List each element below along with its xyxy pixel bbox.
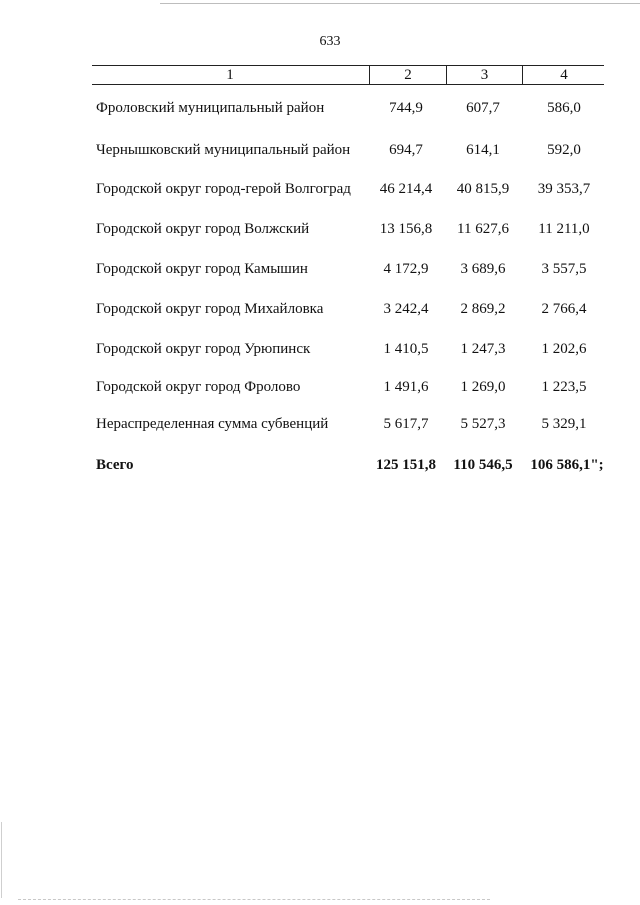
table-row <box>0 339 640 359</box>
column-header-1: 1 <box>226 67 234 83</box>
row-value-col3: 5 527,3 <box>460 416 506 432</box>
row-value-col4: 586,0 <box>547 100 581 116</box>
row-value-col3: 3 689,6 <box>460 261 506 277</box>
row-name: Городской округ город Камышин <box>96 261 308 277</box>
row-value-col4: 3 557,5 <box>541 261 587 277</box>
row-name: Городской округ город Фролово <box>96 379 301 395</box>
row-value-col3: 11 627,6 <box>457 221 509 237</box>
row-value-col2: 1 410,5 <box>383 341 429 357</box>
row-value-col4: 1 202,6 <box>541 341 587 357</box>
row-name: Городской округ город Урюпинск <box>96 341 311 357</box>
page-number: 633 <box>319 34 341 49</box>
row-value-col3: 40 815,9 <box>456 181 510 197</box>
table-row <box>0 259 640 279</box>
table-row <box>0 377 640 397</box>
column-header-2: 2 <box>369 66 446 84</box>
row-value-col2: 694,7 <box>389 142 423 158</box>
table-row <box>0 179 640 199</box>
row-value-col2: 5 617,7 <box>383 416 429 432</box>
row-value-col2: 13 156,8 <box>379 221 433 237</box>
row-name: Городской округ город Волжский <box>96 221 310 237</box>
row-name: Нераспределенная сумма субвенций <box>96 416 329 432</box>
row-value-col2: 1 491,6 <box>383 379 429 395</box>
column-header-4: 4 <box>522 66 605 84</box>
row-value-col3: 607,7 <box>466 100 500 116</box>
row-value-col4: 1 223,5 <box>541 379 587 395</box>
row-value-col3: 1 247,3 <box>460 341 506 357</box>
scan-edge-mark <box>1 822 2 898</box>
row-name: Фроловский муниципальный район <box>96 100 325 116</box>
table-row <box>0 219 640 239</box>
scan-top-rule <box>160 3 640 4</box>
scan-bottom-rule <box>18 899 490 900</box>
row-value-col4: 5 329,1 <box>541 416 587 432</box>
total-label: Всего <box>96 457 134 473</box>
table-row <box>0 299 640 319</box>
table-header <box>92 65 604 85</box>
row-value-col2: 3 242,4 <box>383 301 429 317</box>
row-value-col4: 592,0 <box>547 142 581 158</box>
row-value-col3: 1 269,0 <box>460 379 506 395</box>
table-row <box>0 140 640 160</box>
table-total-row <box>0 455 640 475</box>
column-header-3: 3 <box>446 66 522 84</box>
row-value-col4: 39 353,7 <box>537 181 591 197</box>
row-name: Городской округ город Михайловка <box>96 301 324 317</box>
row-value-col2: 4 172,9 <box>383 261 429 277</box>
row-name: Чернышковский муниципальный район <box>96 142 351 158</box>
row-value-col2: 744,9 <box>389 100 423 116</box>
total-value-col2: 125 151,8 <box>376 457 436 473</box>
row-value-col4: 11 211,0 <box>538 221 590 237</box>
table-row <box>0 98 640 118</box>
row-value-col3: 614,1 <box>466 142 500 158</box>
row-value-col4: 2 766,4 <box>541 301 587 317</box>
table-row <box>0 414 640 434</box>
total-value-col4: 106 586,1"; <box>530 457 604 473</box>
row-name: Городской округ город-герой Волгоград <box>96 181 351 197</box>
total-value-col3: 110 546,5 <box>453 457 513 473</box>
row-value-col3: 2 869,2 <box>460 301 506 317</box>
row-value-col2: 46 214,4 <box>379 181 433 197</box>
